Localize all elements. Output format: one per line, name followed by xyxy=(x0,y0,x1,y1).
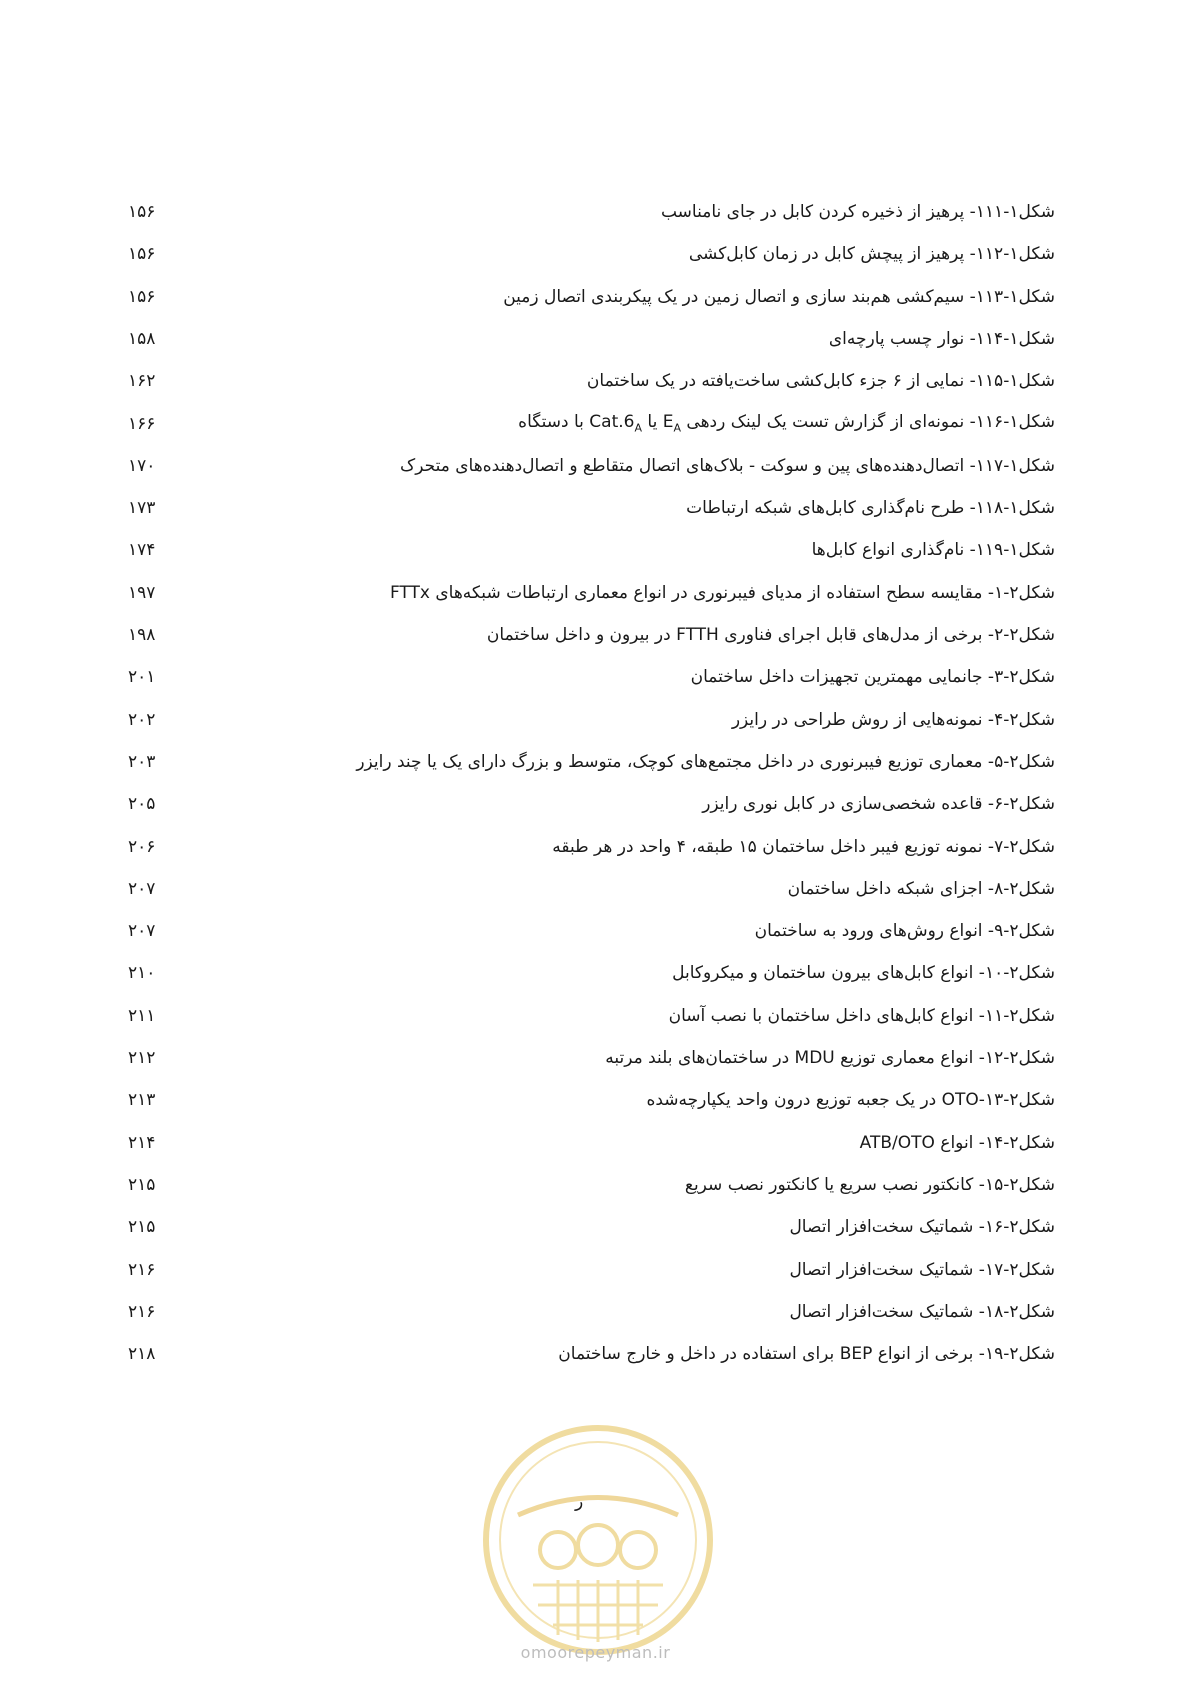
toc-page-number: ۱۷۰ xyxy=(128,455,156,476)
toc-row xyxy=(0,1001,1191,1031)
toc-page-number: ۱۹۸ xyxy=(128,625,156,645)
toc-page-number: ۲۱۶ xyxy=(128,1259,156,1280)
toc-entry-title: شکل۲-۳- جانمایی مهمترین تجهیزات داخل ساختمان xyxy=(690,667,1055,688)
toc-row xyxy=(0,1255,1191,1285)
toc-entry-title: شکل۲-۴- نمونه‌هایی از روش طراحی در رایزر xyxy=(731,709,1055,730)
toc-row xyxy=(0,197,1191,227)
toc-page-number: ۲۱۵ xyxy=(128,1217,156,1238)
toc-row xyxy=(0,493,1191,523)
toc-row xyxy=(0,874,1191,904)
toc-entry-title: شکل۲-۸- اجزای شبکه داخل ساختمان xyxy=(787,878,1055,899)
toc-entry-title: شکل۱-۱۱۲- پرهیز از پیچش کابل در زمان کابل‌کشی xyxy=(688,244,1055,265)
toc-entry-title: شکل۱-۱۱۳- سیم‌کشی هم‌بند سازی و اتصال زمین در یک پیکربندی اتصال زمین xyxy=(503,286,1055,307)
toc-page-number: ۲۰۳ xyxy=(128,751,156,772)
toc-page-number: ۲۰۷ xyxy=(128,878,156,899)
entry-suffix: با دستگاه xyxy=(518,412,590,432)
toc-row xyxy=(0,535,1191,565)
toc-row xyxy=(0,747,1191,777)
toc-row xyxy=(0,916,1191,946)
toc-entry-title xyxy=(518,407,1055,443)
toc-entry-title: شکل۲-۱۰- انواع کابل‌های بیرون ساختمان و میکروکابل xyxy=(672,963,1055,984)
toc-page-number: ۱۷۴ xyxy=(128,540,156,561)
toc-page-number: ۲۱۰ xyxy=(128,963,156,984)
toc-row xyxy=(0,789,1191,819)
seal-watermark xyxy=(478,1420,718,1660)
toc-row xyxy=(0,705,1191,735)
toc-page-number: ۲۰۶ xyxy=(128,836,156,857)
entry-prefix: شکل۱-۱۱۶- نمونه‌ای از گزارش تست یک لینک ردهی xyxy=(681,412,1055,432)
toc-entry-title: شکل۱-۱۱۹- نام‌گذاری انواع کابل‌ها xyxy=(811,540,1055,561)
toc-entry-title: شکل۲-۵- معماری توزیع فیبرنوری در داخل مجتمع‌های کوچک، متوسط و بزرگ دارای یک یا چند رایزر xyxy=(356,751,1055,772)
page-number-letter: ر xyxy=(575,1492,584,1512)
toc-row xyxy=(0,1128,1191,1158)
toc-row xyxy=(0,282,1191,312)
toc-page-number: ۱۶۲ xyxy=(128,371,156,392)
toc-entry-title: شکل۱-۱۱۴- نوار چسب پارچه‌ای xyxy=(828,328,1055,349)
toc-page-number: ۲۱۶ xyxy=(128,1301,156,1322)
toc-page-number: ۲۱۲ xyxy=(128,1048,156,1068)
toc-page-number: ۲۰۱ xyxy=(128,667,156,688)
toc-row xyxy=(0,239,1191,269)
toc-row xyxy=(0,1043,1191,1073)
toc-entry-title: شکل۲-۱۶- شماتیک سخت‌افزار اتصال xyxy=(789,1217,1055,1238)
toc-page-number: ۱۹۷ xyxy=(128,582,156,603)
toc-page-number: ۱۵۸ xyxy=(128,328,156,349)
toc-page-number: ۱۵۶ xyxy=(128,202,156,222)
toc-page-number: ۱۶۶ xyxy=(128,413,156,434)
watermark-url: omoorepeyman.ir xyxy=(520,1643,671,1662)
toc-row xyxy=(0,1170,1191,1200)
cat-label: $Cat.6_A$ xyxy=(589,412,643,435)
toc-row xyxy=(0,958,1191,988)
toc-entry-title: شکل۲-۲- برخی از مدل‌های قابل اجرای فناوری FTTH در بیرون و داخل ساختمان xyxy=(486,625,1055,645)
toc-row xyxy=(0,451,1191,481)
toc-entry-title: شکل۱-۱۱۵- نمایی از ۶ جزء کابل‌کشی ساخت‌یافته در یک ساختمان xyxy=(586,371,1055,392)
toc-row xyxy=(0,578,1191,608)
toc-page-number: ۲۱۴ xyxy=(128,1132,156,1153)
toc-page-number: ۲۱۸ xyxy=(128,1344,156,1365)
toc-page-number: ۲۰۵ xyxy=(128,794,156,815)
toc-page-number: ۲۱۵ xyxy=(128,1174,156,1195)
toc-page-number: ۱۵۶ xyxy=(128,244,156,265)
toc-row xyxy=(0,1212,1191,1242)
toc-page-number: ۱۷۳ xyxy=(128,498,156,519)
toc-entry-title: شکل۱-۱۱۸- طرح نام‌گذاری کابل‌های شبکه ارتباطات xyxy=(686,498,1055,519)
toc-row xyxy=(0,620,1191,650)
toc-entry-title: شکل۲-۱۲- انواع معماری توزیع MDU در ساختمان‌های بلند مرتبه xyxy=(605,1048,1055,1068)
toc-entry-title: شکل۲-۱۷- شماتیک سخت‌افزار اتصال xyxy=(789,1259,1055,1280)
toc-entry-title: شکل۲-۱۸- شماتیک سخت‌افزار اتصال xyxy=(789,1301,1055,1322)
toc-entry-title: شکل۲-۱۹- برخی از انواع BEP برای استفاده در داخل و خارج ساختمان xyxy=(558,1344,1055,1365)
toc-page-number: ۲۱۱ xyxy=(128,1005,156,1026)
toc-row xyxy=(0,832,1191,862)
toc-entry-title: شکل۱-۱۱۱- پرهیز از ذخیره کردن کابل در جای نامناسب xyxy=(660,202,1055,222)
toc-row xyxy=(0,324,1191,354)
toc-page-number: ۲۰۷ xyxy=(128,921,156,942)
toc-entry-title: شکل۲-۷- نمونه توزیع فیبر داخل ساختمان ۱۵ طبقه، ۴ واحد در هر طبقه xyxy=(552,836,1055,857)
toc-row xyxy=(0,1085,1191,1115)
toc-entry-title: شکل۲-۱۵- کانکتور نصب سریع یا کانکتور نصب سریع xyxy=(684,1174,1055,1195)
toc-page-number: ۲۰۲ xyxy=(128,709,156,730)
toc-row-special xyxy=(0,407,1191,437)
toc-row xyxy=(0,662,1191,692)
toc-entry-title: شکل۲-۹- انواع روش‌های ورود به ساختمان xyxy=(754,921,1055,942)
toc-entry-title: شکل۲-۱۴- انواع ATB/OTO xyxy=(859,1132,1055,1153)
toc-entry-title: شکل۲-۱۳-OTO در یک جعبه توزیع درون واحد یکپارچه‌شده xyxy=(646,1090,1055,1111)
toc-row xyxy=(0,366,1191,396)
entry-middle: یا xyxy=(642,412,663,432)
toc-row xyxy=(0,1297,1191,1327)
toc-entry-title: شکل۲-۶- قاعده شخصی‌سازی در کابل نوری رایزر xyxy=(702,794,1055,815)
toc-row xyxy=(0,1339,1191,1369)
toc-entry-title: شکل۱-۱۱۷- اتصال‌دهنده‌های پین و سوکت - بلاک‌های اتصال متقاطع و اتصال‌دهنده‌های متحرک xyxy=(400,455,1055,476)
toc-entry-title: شکل۲-۱- مقایسه سطح استفاده از مدیای فیبرنوری در انواع معماری ارتباطات شبکه‌های FTTx xyxy=(389,582,1055,603)
toc-page-number: ۲۱۳ xyxy=(128,1090,156,1111)
ea-label: $E_A$ xyxy=(662,412,682,435)
toc-page-number: ۱۵۶ xyxy=(128,286,156,307)
toc-entry-title: شکل۲-۱۱- انواع کابل‌های داخل ساختمان با نصب آسان xyxy=(668,1005,1055,1026)
